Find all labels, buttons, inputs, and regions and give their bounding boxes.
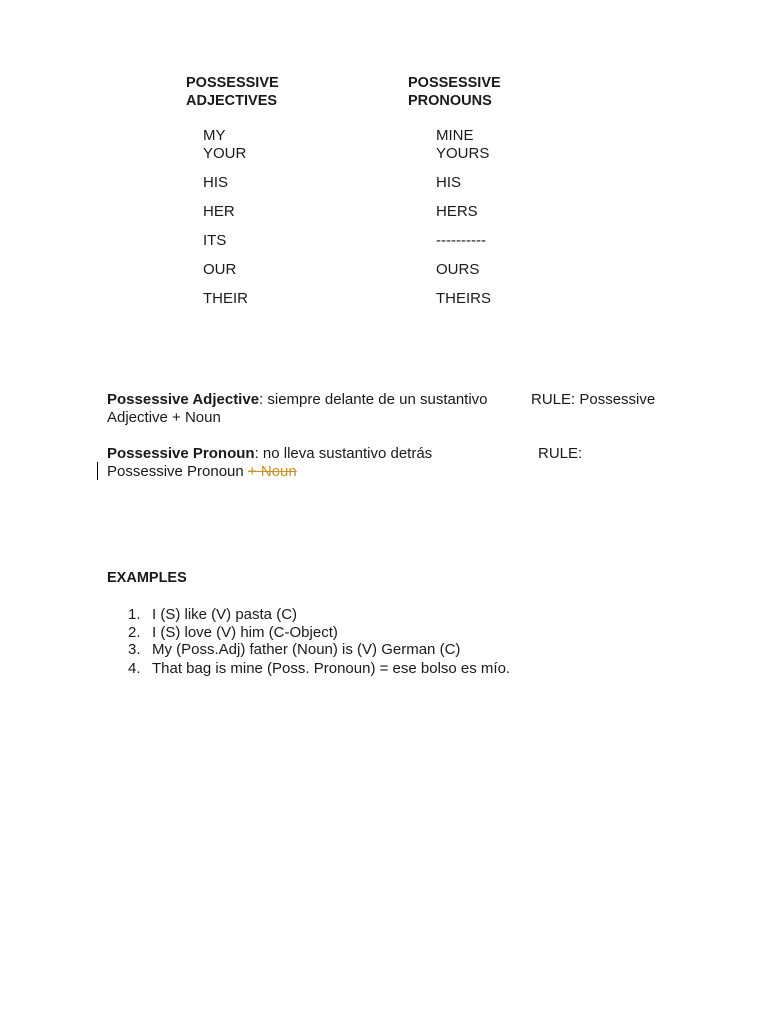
adjective-her: HER	[203, 203, 235, 220]
pronoun-rule-paragraph	[107, 445, 432, 463]
adjective-their: THEIR	[203, 290, 248, 307]
adjectives-header-line2: ADJECTIVES	[186, 93, 278, 109]
pronoun-rule-formula	[107, 463, 297, 481]
adjective-its: ITS	[203, 232, 227, 249]
example-text: I (S) like (V) pasta (C)	[152, 606, 298, 623]
adjective-description: : siempre delante de un sustantivo	[259, 391, 488, 408]
text-cursor	[97, 462, 98, 480]
adjective-your: YOUR	[203, 145, 247, 162]
pronoun-its-dashes: ----------	[436, 232, 486, 249]
adjectives-header-line1: POSSESSIVE	[186, 75, 279, 91]
adjective-term: Possessive Adjective	[107, 391, 260, 408]
pronouns-header	[408, 74, 501, 110]
adjective-my: MY	[203, 127, 226, 144]
example-number: 3.	[128, 641, 141, 658]
pronoun-his: HIS	[436, 174, 462, 191]
pronoun-theirs: THEIRS	[436, 290, 492, 307]
adjectives-header	[186, 74, 279, 110]
example-text: My (Poss.Adj) father (Noun) is (V) German (C)	[152, 641, 461, 658]
example-number: 4.	[128, 660, 141, 677]
pronoun-rule-formula-text: Possessive Pronoun	[107, 463, 244, 480]
pronouns-header-line1: POSSESSIVE	[408, 75, 501, 91]
example-text: That bag is mine (Poss. Pronoun) = ese bolso es mío.	[152, 660, 511, 677]
struck-noun-text: + Noun	[247, 463, 297, 480]
pronouns-header-line2: PRONOUNS	[408, 93, 492, 109]
pronoun-hers: HERS	[436, 203, 478, 220]
pronoun-ours: OURS	[436, 261, 480, 278]
adjective-his: HIS	[203, 174, 229, 191]
pronoun-rule-label: RULE:	[538, 445, 583, 462]
adjective-rule-label: RULE: Possessive	[531, 391, 656, 408]
pronoun-mine: MINE	[436, 127, 474, 144]
examples-heading: EXAMPLES	[107, 570, 187, 586]
adjective-rule-formula: Adjective + Noun	[107, 409, 221, 426]
example-number: 1.	[128, 606, 141, 623]
pronoun-yours: YOURS	[436, 145, 490, 162]
adjective-rule-paragraph	[107, 391, 488, 409]
example-text: I (S) love (V) him (C-Object)	[152, 624, 338, 641]
pronoun-term: Possessive Pronoun	[107, 445, 255, 462]
example-number: 2.	[128, 624, 141, 641]
pronoun-description: : no lleva sustantivo detrás	[254, 445, 433, 462]
adjective-our: OUR	[203, 261, 237, 278]
